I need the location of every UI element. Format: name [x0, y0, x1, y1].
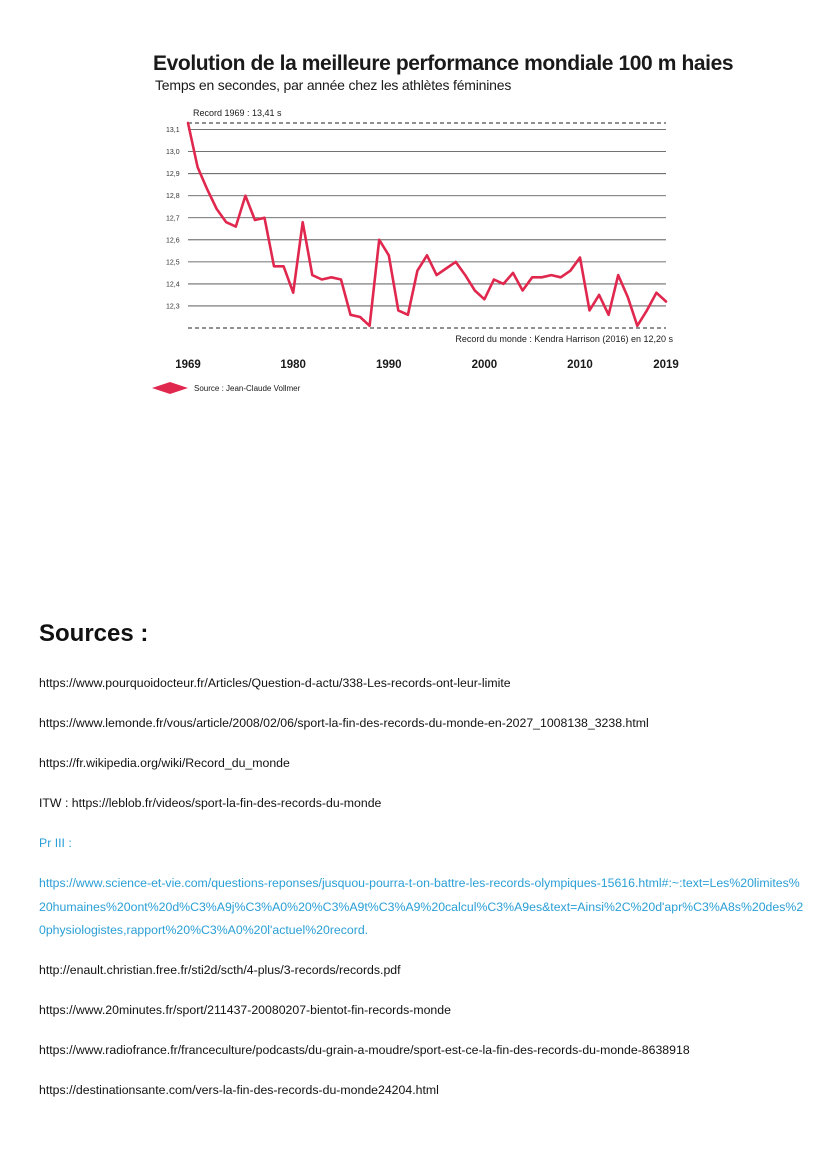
- x-tick-label: 1990: [375, 359, 402, 371]
- data-point: [292, 292, 294, 294]
- source-link-science-et-vie[interactable]: https://www.science-et-vie.com/questions-reponses/jusquou-pourra-t-on-battre-les-records-olympiques-15616.html#:~:text=Les%20limites%20humaines%20ont%20d%C3%A9j%C3%A0%20%C3%A9t%C3%A9%20calcul%C3%A9es&text=Ainsi%2C%20d'apr%C3%A8s%20des%20physiologistes,rapport%20%C3%A0%20l'actuel%20record.: [39, 876, 804, 937]
- data-point: [407, 314, 409, 316]
- source-link-enault[interactable]: http://enault.christian.free.fr/sti2d/scth/4-plus/3-records/records.pdf: [39, 963, 401, 977]
- data-point: [483, 298, 485, 300]
- source-link-destinationsante[interactable]: https://destinationsante.com/vers-la-fin-des-records-du-monde24204.html: [39, 1083, 439, 1097]
- sources-title: Sources :: [39, 620, 149, 647]
- data-point: [455, 261, 457, 263]
- source-pr-label: Pr III :: [39, 836, 72, 850]
- data-point: [570, 270, 572, 272]
- data-point: [283, 265, 285, 267]
- source-link-lemonde[interactable]: https://www.lemonde.fr/vous/article/2008/02/06/sport-la-fin-des-records-du-monde-en-2027_1008138_3238.html: [39, 716, 649, 730]
- legend-marker-icon: [152, 382, 188, 394]
- hurdles-record-chart: [0, 0, 828, 420]
- data-point: [225, 221, 227, 223]
- source-link-20minutes[interactable]: https://www.20minutes.fr/sport/211437-20080207-bientot-fin-records-monde: [39, 1003, 451, 1017]
- data-point: [254, 219, 256, 221]
- data-point: [264, 217, 266, 219]
- data-point: [445, 268, 447, 270]
- x-tick-label: 1969: [175, 359, 201, 371]
- data-point: [531, 276, 533, 278]
- data-point: [311, 274, 313, 276]
- data-point: [665, 301, 667, 303]
- data-point: [388, 254, 390, 256]
- x-tick-label: 2000: [471, 359, 498, 371]
- data-point: [321, 279, 323, 281]
- x-axis-ticks: [175, 359, 679, 371]
- sources-section: [39, 620, 809, 1097]
- y-tick-label: 13,1: [166, 127, 180, 135]
- source-link-pourquoidocteur[interactable]: https://www.pourquoidocteur.fr/Articles/Question-d-actu/338-Les-records-ont-leur-limite: [39, 676, 511, 690]
- data-point: [493, 279, 495, 281]
- x-tick-label: 1980: [280, 359, 306, 371]
- data-point: [550, 274, 552, 276]
- data-point: [273, 265, 275, 267]
- data-point: [244, 195, 246, 197]
- data-point: [359, 316, 361, 318]
- x-tick-label: 2010: [567, 359, 593, 371]
- record-1969-label: Record 1969 : 13,41 s: [193, 108, 282, 118]
- data-point: [397, 309, 399, 311]
- y-tick-label: 12,7: [166, 215, 180, 223]
- reference-lines: [188, 123, 666, 328]
- data-point: [512, 272, 514, 274]
- data-point: [340, 279, 342, 281]
- series-points: [187, 122, 667, 327]
- data-point: [598, 294, 600, 296]
- y-tick-label: 12,4: [166, 281, 180, 289]
- y-tick-label: 12,5: [166, 259, 180, 267]
- series-line: [188, 123, 666, 326]
- chart-subtitle: Temps en secondes, par année chez les athlètes féminines: [155, 77, 512, 93]
- data-point: [589, 309, 591, 311]
- data-point: [378, 239, 380, 241]
- data-point: [417, 270, 419, 272]
- data-point: [503, 283, 505, 285]
- x-tick-label: 2019: [653, 359, 679, 371]
- y-tick-label: 13,0: [166, 149, 180, 157]
- source-itw-leblob[interactable]: ITW : https://leblob.fr/videos/sport-la-fin-des-records-du-monde: [39, 796, 382, 810]
- data-point: [560, 276, 562, 278]
- data-point: [426, 254, 428, 256]
- data-point: [235, 226, 237, 228]
- legend-source: Source : Jean-Claude Vollmer: [194, 384, 301, 393]
- data-point: [302, 221, 304, 223]
- data-point: [636, 325, 638, 327]
- data-point: [656, 292, 658, 294]
- source-link-radiofrance[interactable]: https://www.radiofrance.fr/franceculture/podcasts/du-grain-a-moudre/sport-est-ce-la-fin-des-records-du-monde-8638918: [39, 1043, 690, 1057]
- world-record-label: Record du monde : Kendra Harrison (2016) en 12,20 s: [455, 334, 673, 344]
- data-point: [436, 274, 438, 276]
- data-point: [608, 314, 610, 316]
- y-tick-label: 12,6: [166, 237, 180, 245]
- data-point: [617, 274, 619, 276]
- data-point: [627, 296, 629, 298]
- data-point: [522, 290, 524, 292]
- data-point: [197, 166, 199, 168]
- y-axis-ticks: [166, 127, 180, 310]
- data-point: [331, 276, 333, 278]
- data-point: [474, 290, 476, 292]
- data-point: [579, 257, 581, 259]
- chart-title: Evolution de la meilleure performance mondiale 100 m haies: [153, 52, 734, 75]
- data-point: [350, 314, 352, 316]
- data-point: [216, 208, 218, 210]
- source-link-wikipedia[interactable]: https://fr.wikipedia.org/wiki/Record_du_monde: [39, 756, 290, 770]
- data-point: [369, 325, 371, 327]
- data-point: [541, 276, 543, 278]
- y-tick-label: 12,3: [166, 303, 180, 311]
- data-point: [646, 309, 648, 311]
- y-tick-label: 12,9: [166, 171, 180, 179]
- y-tick-label: 12,8: [166, 193, 180, 201]
- data-point: [206, 188, 208, 190]
- data-point: [187, 122, 189, 124]
- data-point: [464, 274, 466, 276]
